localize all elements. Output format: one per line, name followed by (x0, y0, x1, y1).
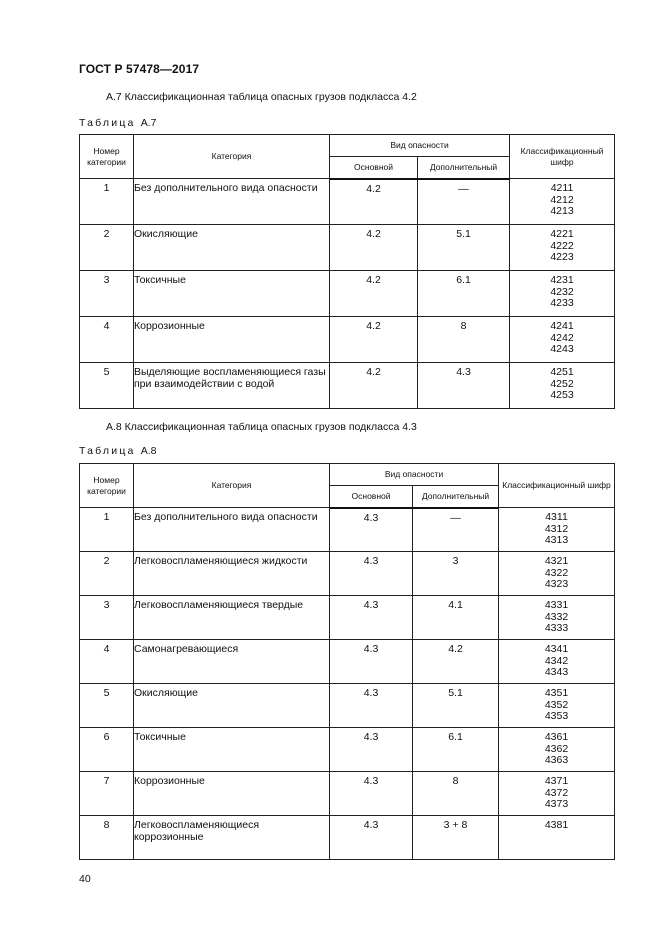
hazard-additional: 3 (413, 552, 499, 596)
category-number: 1 (80, 179, 134, 225)
hazard-additional: — (413, 508, 499, 552)
table-a8 (79, 463, 615, 860)
category-name: Коррозионные (134, 772, 330, 816)
category-number: 3 (80, 271, 134, 317)
hazard-additional: 5.1 (418, 225, 510, 271)
category-number: 4 (80, 317, 134, 363)
classification-code: 4361 (544, 731, 569, 743)
classification-code: 4352 (544, 698, 569, 711)
classification-code: 4363 (544, 754, 569, 766)
classification-code: 4321 (544, 555, 569, 567)
classification-code: 4241 (550, 320, 574, 332)
category-name: Легковоспламеняющиеся твердые (134, 596, 330, 640)
hazard-additional: 4.3 (418, 363, 510, 409)
hazard-main: 4.2 (330, 363, 418, 409)
table-row (80, 271, 615, 317)
classification-code: 4311 (545, 511, 568, 523)
table-row (80, 317, 615, 363)
classification-code: 4331 (544, 599, 569, 611)
hazard-additional: — (418, 179, 510, 225)
header-category: Категория (134, 464, 330, 508)
header-hazard: Вид опасности (330, 464, 499, 486)
classification-code: 4341 (544, 643, 569, 655)
header-additional: Дополнительный (413, 486, 499, 508)
classification-code: 4362 (544, 742, 569, 755)
header-num: Номер категории (80, 135, 134, 179)
hazard-main: 4.3 (330, 640, 413, 684)
classification-code: 4252 (550, 377, 574, 390)
classification-code: 4342 (544, 654, 569, 667)
category-name: Без дополнительного вида опасности (134, 179, 330, 225)
table-row (80, 772, 615, 816)
header-main: Основной (330, 486, 413, 508)
table-row (80, 225, 615, 271)
header-category: Категория (134, 135, 330, 179)
hazard-main: 4.3 (330, 508, 413, 552)
hazard-main: 4.2 (330, 271, 418, 317)
header-hazard: Вид опасности (330, 135, 510, 157)
category-number: 5 (80, 684, 134, 728)
table-label-number: А.8 (140, 445, 157, 457)
header-code: Классификационный шифр (499, 464, 615, 508)
classification-code: 4211 (550, 182, 574, 194)
category-name: Окисляющие (134, 684, 330, 728)
hazard-main: 4.3 (330, 816, 413, 860)
table-a7 (79, 134, 615, 409)
classification-code-cell (510, 317, 615, 363)
classification-code: 4221 (550, 228, 574, 240)
table-label-number: А.7 (140, 117, 157, 129)
table-a8-caption: А.8 Классификационная таблица опасных грузов подкласса 4.3 (106, 421, 417, 433)
hazard-additional: 8 (418, 317, 510, 363)
hazard-main: 4.2 (330, 179, 418, 225)
classification-code: 4351 (544, 687, 569, 699)
table-row (80, 640, 615, 684)
classification-code: 4343 (544, 666, 569, 678)
classification-code: 4251 (550, 366, 574, 378)
category-name: Выделяющие воспламеняющиеся газы при взаимодействии с водой (134, 363, 330, 409)
table-row (80, 552, 615, 596)
table-label-word: Таблица (79, 445, 136, 457)
hazard-main: 4.3 (330, 728, 413, 772)
table-a8-label (79, 445, 156, 457)
header-additional: Дополнительный (418, 157, 510, 179)
classification-code: 4371 (544, 775, 569, 787)
classification-code-cell (499, 596, 615, 640)
table-row (80, 684, 615, 728)
hazard-additional: 6.1 (413, 728, 499, 772)
table-row (80, 596, 615, 640)
category-name: Окисляющие (134, 225, 330, 271)
classification-code: 4223 (550, 251, 574, 263)
hazard-additional: 8 (413, 772, 499, 816)
category-name: Легковоспламеняющиеся коррозионные (134, 816, 330, 860)
category-number: 2 (80, 225, 134, 271)
category-number: 1 (80, 508, 134, 552)
classification-code: 4353 (544, 710, 569, 722)
table-a7-caption: А.7 Классификационная таблица опасных грузов подкласса 4.2 (106, 91, 417, 103)
table-label-word: Таблица (79, 117, 136, 129)
table-row (80, 508, 615, 552)
hazard-main: 4.3 (330, 552, 413, 596)
header-num: Номер категории (80, 464, 134, 508)
classification-code: 4212 (550, 193, 574, 206)
hazard-main: 4.3 (330, 596, 413, 640)
classification-code: 4313 (544, 534, 569, 546)
hazard-additional: 5.1 (413, 684, 499, 728)
hazard-main: 4.2 (330, 317, 418, 363)
hazard-main: 4.3 (330, 684, 413, 728)
classification-code-cell (499, 684, 615, 728)
category-number: 5 (80, 363, 134, 409)
category-number: 8 (80, 816, 134, 860)
classification-code: 4242 (550, 331, 574, 344)
classification-code-cell (499, 816, 615, 860)
category-name: Легковоспламеняющиеся жидкости (134, 552, 330, 596)
category-name: Без дополнительного вида опасности (134, 508, 330, 552)
classification-code-cell (499, 552, 615, 596)
classification-code-cell (499, 772, 615, 816)
classification-code: 4253 (550, 389, 574, 401)
category-name: Самонагревающиеся (134, 640, 330, 684)
document-code: ГОСТ Р 57478—2017 (79, 62, 200, 76)
category-name: Токсичные (134, 271, 330, 317)
hazard-additional: 4.1 (413, 596, 499, 640)
classification-code: 4232 (550, 285, 574, 298)
classification-code: 4323 (544, 578, 569, 590)
classification-code-cell (510, 179, 615, 225)
classification-code-cell (510, 271, 615, 317)
classification-code: 4233 (550, 297, 574, 309)
classification-code: 4381 (544, 819, 569, 831)
table-row (80, 363, 615, 409)
classification-code-cell (499, 728, 615, 772)
category-name: Коррозионные (134, 317, 330, 363)
header-main: Основной (330, 157, 418, 179)
classification-code: 4322 (544, 566, 569, 579)
table-row (80, 816, 615, 860)
classification-code-cell (510, 363, 615, 409)
classification-code: 4372 (544, 786, 569, 799)
table-a7-label (79, 117, 156, 129)
category-number: 7 (80, 772, 134, 816)
table-row (80, 728, 615, 772)
classification-code: 4222 (550, 239, 574, 252)
category-number: 2 (80, 552, 134, 596)
category-number: 6 (80, 728, 134, 772)
hazard-additional: 6.1 (418, 271, 510, 317)
hazard-main: 4.3 (330, 772, 413, 816)
classification-code: 4373 (544, 798, 569, 810)
classification-code: 4332 (544, 610, 569, 623)
category-number: 4 (80, 640, 134, 684)
category-name: Токсичные (134, 728, 330, 772)
classification-code-cell (499, 508, 615, 552)
classification-code: 4231 (550, 274, 574, 286)
header-code: Классификационный шифр (510, 135, 615, 179)
hazard-additional: 4.2 (413, 640, 499, 684)
hazard-additional: 3 + 8 (413, 816, 499, 860)
classification-code: 4243 (550, 343, 574, 355)
classification-code: 4312 (544, 522, 569, 535)
hazard-main: 4.2 (330, 225, 418, 271)
classification-code-cell (499, 640, 615, 684)
page-number: 40 (79, 873, 91, 885)
classification-code-cell (510, 225, 615, 271)
classification-code: 4213 (550, 205, 574, 217)
category-number: 3 (80, 596, 134, 640)
classification-code: 4333 (544, 622, 569, 634)
table-row (80, 179, 615, 225)
